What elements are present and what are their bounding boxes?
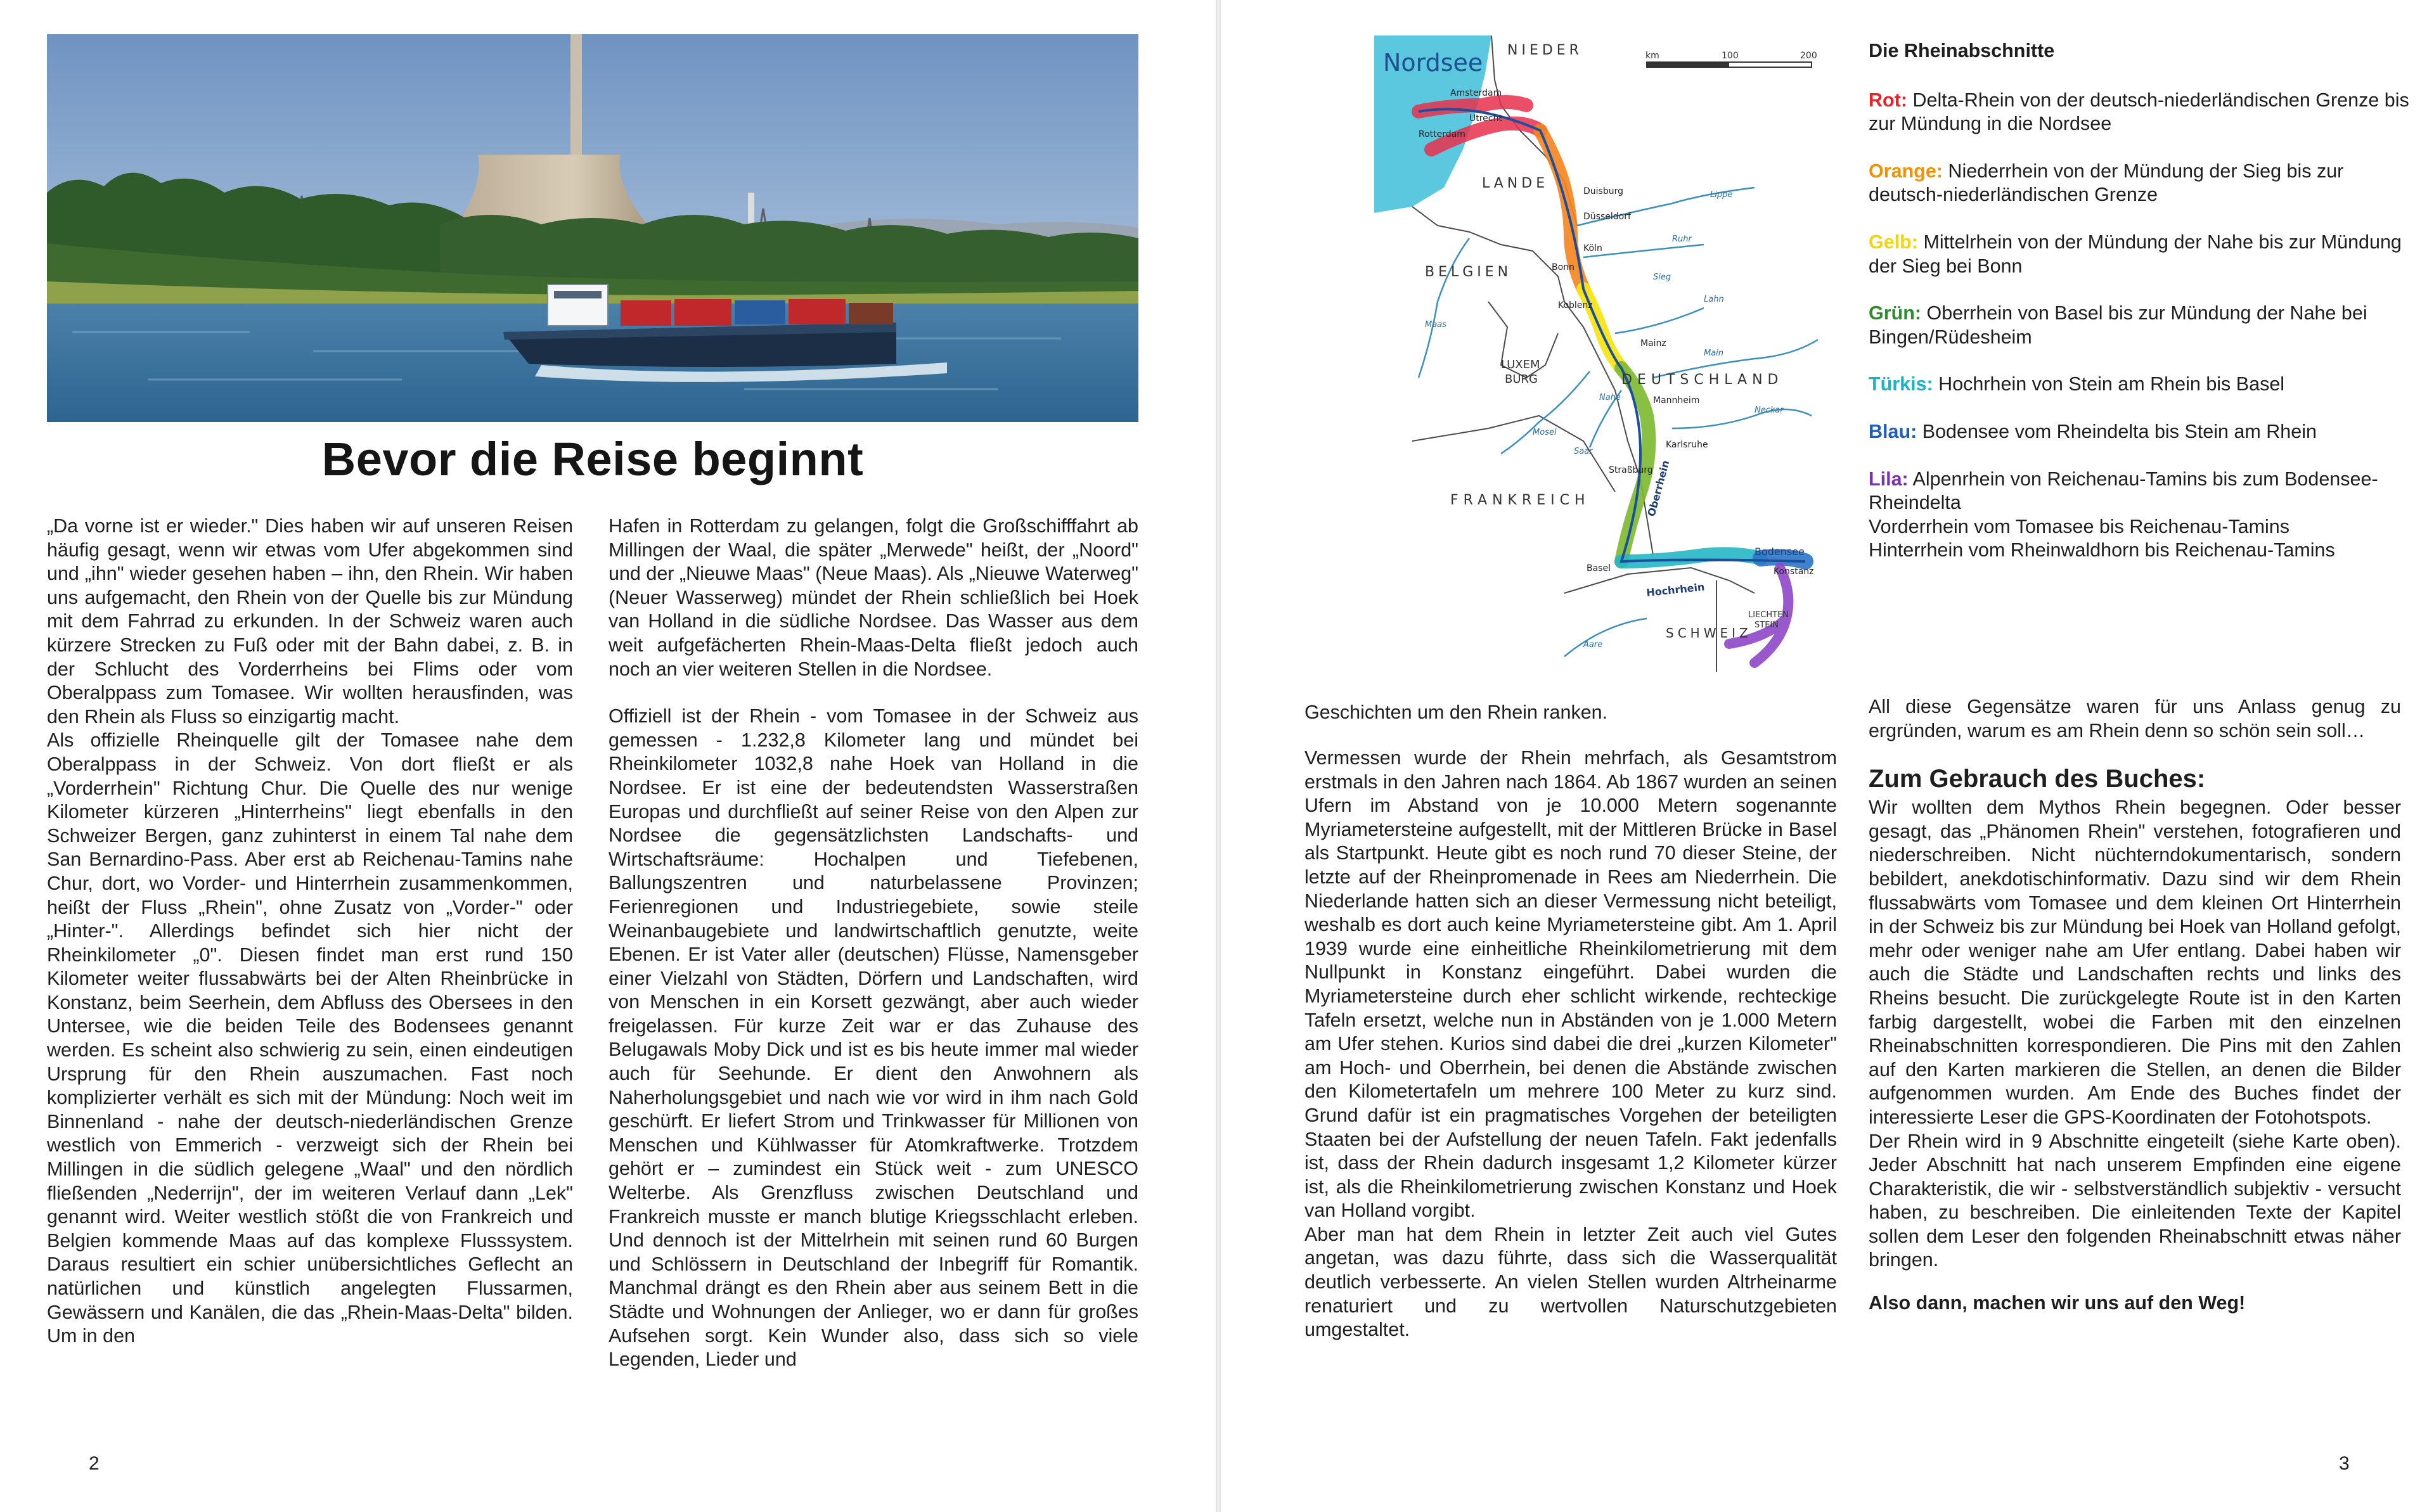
legend-text: Mittelrhein von der Mündung der Nahe bis zur Mündung der Sieg bei Bonn [1869,231,2402,277]
legend-title: Die Rheinabschnitte [1869,40,2055,61]
map-label-country: LIECHTEN [1748,610,1789,620]
map-label-section: Oberrhein [1645,459,1672,518]
legend-key: Lila: [1869,468,1909,490]
map-label-country: STEIN [1755,620,1779,630]
paragraph: „Da vorne ist er wieder." Dies haben wir auf unseren Reisen häufig gesagt, wenn wir etwas vom Ufer abgekommen sind und „ihn" wieder gesehen haben – ihn, den Rhein. Wir haben uns aufgemacht, den Rhein von der Quelle bis zur Mündung mit dem Fahrrad zu erkunden. In der Schweiz waren auch kürzere Strecken zu Fuß oder mit der Bahn dabei, z. B. in der Schlucht des Vorderrheins bei Flims oder vom Oberalppass zum Tomasee. Wir wollten herausfinden, was den Rhein als Fluss so einzigartig macht. [47,515,573,727]
scale-label: km [1645,51,1659,61]
page-heading: Bevor die Reise beginnt [321,433,864,485]
map-city: Rotterdam [1419,129,1465,139]
map-label-sea: Nordsee [1383,49,1483,77]
map-river: Lahn [1704,295,1724,304]
left-page [0,0,1216,1512]
closing-line: Also dann, machen wir uns auf den Weg! [1869,1292,2246,1314]
map-river: Ruhr [1672,234,1692,244]
legend-text: Alpenrhein von Reichenau-Tamins bis zum Bodensee-Rheindelta [1869,468,2378,514]
paragraph: Vermessen wurde der Rhein mehrfach, als Gesamtstrom erstmals in den Jahren nach 1864. Ab 1867 wurden an seinen Ufern im Abstand von je 10.000 Metern sogenannte Myriametersteine aufgestellt, mit der Mittleren Brücke in Basel als Startpunkt. Heute gibt es noch rund 70 dieser Steine, der letzte auf der Rheinpromenade in Rees am Niederrhein. Die Niederlande hatten sich an dieser Vermessung nicht beteiligt, weshalb es dort auch keine Myriametersteine gibt. Am 1. April 1939 wurde eine einheitliche Rheinkilometrierung mit dem Nullpunkt in Konstanz eingeführt. Dabei wurden die Myriametersteine durch eher schlicht wirkende, rechteckige Tafeln ersetzt, welche nun in Abständen von je 1.000 Metern am Ufer stehen. Kurios sind dabei die drei „kurzen Kilometer" am Hoch- und Oberrhein, bei denen die Abstände zwischen den Kilometertafeln um mehrere 100 Meter zu kurz sind. Grund dafür ist ein pragmatisches Vorgehen der beteiligten Staaten bei der Aufstellung der neuen Tafeln. Fakt jedenfalls ist, dass der Rhein dadurch insgesamt 1,2 Kilometer kürzer ist, als die Rheinkilometrierung zwischen Konstanz und Hoek van Holland vorgibt. [1304,747,1837,1222]
legend-entry-purple [1869,468,2414,515]
map-label-country: FRANKREICH [1450,492,1590,508]
map-label-section: Hochrhein [1645,580,1706,599]
paragraph: Aber man hat dem Rhein in letzter Zeit auch viel Gutes angetan, was dazu führte, dass sich die Wasserqualität deutlich verbesserte. An vielen Stellen wurden Altrheinarme renaturiert und zu wertvollen Naturschutzgebieten umgestaltet. [1304,1223,1837,1341]
paragraph: Hafen in Rotterdam zu gelangen, folgt die Großschifffahrt ab Millingen der Waal, die später „Merwede" heißt, der „Noord" und der „Nieuwe Maas" (Neue Maas). Als „Nieuwe Waterweg" (Neuer Wasserweg) mündet der Rhein schließlich bei Hoek van Holland in die südliche Nordsee. Das Wasser aus dem weit aufgefächerten Rhein-Maas-Delta fließt jedoch auch noch an vier weiteren Stellen in die Nordsee. [608,515,1138,680]
legend-extra-line: Hinterrhein vom Rheinwaldhorn bis Reichenau-Tamins [1869,539,2335,561]
page-number: 3 [2339,1453,2350,1474]
map-label-country: BURG [1505,373,1538,386]
legend-key: Grün: [1869,302,1922,324]
map-river: Lippe [1710,190,1733,200]
legend-text: Bodensee vom Rheindelta bis Stein am Rhein [1922,420,2317,442]
map-label-country: LANDE [1482,176,1549,191]
map-city: Köln [1583,243,1602,253]
map-river: Neckar [1755,406,1784,415]
legend-entry-red [1869,89,2414,136]
paragraph: Als offizielle Rheinquelle gilt der Tomasee nahe dem Oberalppass in der Schweiz. Von dort fließt er als „Vorderrhein" Richtung Chur. Die Quelle des nur wenige Kilometer kürzeren „Hinterrheins" liegt ebenfalls in den Schweizer Bergen, ganz zuhinterst in einem Tal nahe dem San Bernardino-Pass. Aber erst ab Reichenau-Tamins nahe Chur, dort, wo Vorder- und Hinterrhein zusammenkommen, heißt der Fluss „Rhein", ohne Zusatz von „Vorder-" oder „Hinter-". Allerdings befindet sich hier nicht der Rheinkilometer „0". Diesen findet man erst rund 150 Kilometer weiter flussabwärts bei der Alten Rheinbrücke in Konstanz, beim Seerhein, dem Abfluss des Obersees in den Untersee, wie die beiden Teile des Bodensees genannt werden. Es scheint also schwierig zu sein, einen eindeutigen Ursprung für den Rhein auszumachen. Fast noch komplizierter verhält es sich mit der Mündung: Noch weit im Binnenland - nahe der deutsch-niederländischen Grenze westlich von Emmerich - verzweigt sich der Rhein bei Millingen in die südlich gelegene „Waal" und den nördlich fließenden „Nederrijn", der im weiteren Verlauf dann „Lek" genannt wird. Weiter westlich stößt die von Frankreich und Belgien kommende Maas auf das komplexe Flusssystem. Daraus resultiert ein schier unübersichtliches Geflecht an natürlichen und künstlich angelegten Flussarmen, Gewässern und Kanälen, die das „Rhein-Maas-Delta" bilden. Um in den [47,729,573,1347]
rhine-cargo-ship-photo [47,34,1138,422]
text-column-1 [47,515,573,1349]
legend-key: Blau: [1869,420,1917,442]
map-river: Aare [1583,640,1603,650]
map-city: Utrecht [1469,113,1502,124]
map-river: Sieg [1653,272,1671,282]
map-river: Mosel [1533,428,1557,437]
map-label-country: LUXEM [1501,358,1540,371]
book-gutter [1216,0,1221,1512]
paragraph: Wir wollten dem Mythos Rhein begegnen. Oder besser gesagt, das „Phänomen Rhein" verstehen, fotografieren und niederschreiben. Nicht nüchterndokumentarisch, sondern bebildert, anekdotischinformativ. Dazu sind wir dem Rhein flussabwärts vom Tomasee und dem kleinen Ort Hinterrhein in der Schweiz bis zur Mündung bei Hoek van Holland gefolgt, mehr oder weniger nahe am Ufer entlang. Dabei haben wir auch die Städte und Landschaften rechts und links des Rheins besucht. Die zurückgelegte Route ist in den Karten farbig dargestellt, wobei die Farben mit den einzelnen Rheinabschnitten korrespondieren. Die Pins mit den Zahlen auf den Karten markieren die Stellen, an denen die Bilder aufgenommen wurden. Am Ende des Buches findet der interessierte Leser die GPS-Koordinaten der Fotohotspots. [1869,797,2401,1128]
map-city: Konstanz [1774,567,1814,577]
page-number: 2 [89,1453,100,1474]
legend-entry-blue [1869,420,2414,444]
legend-key: Türkis: [1869,373,1933,395]
rhine-sections-map [1374,35,1831,672]
map-city: Mainz [1640,338,1666,349]
legend-entry-orange [1869,160,2414,207]
text-column-2 [608,515,1138,1372]
legend-entry-turquoise [1869,373,2414,397]
paragraph: Der Rhein wird in 9 Abschnitte eingeteilt (siehe Karte oben). Jeder Abschnitt hat nach unserem Empfinden eine eigene Charakteristik, die wir - selbstverständlich subjektiv - versucht haben, zu beschreiben. Die einleitenden Texte der Kapitel sollen dem Leser den folgenden Rheinabschnitt etwas näher bringen. [1869,1130,2401,1271]
map-river: Main [1704,349,1724,358]
section-subheading: Zum Gebrauch des Buches: [1869,765,2206,793]
map-city: Karlsruhe [1666,440,1708,450]
text-column-3 [1304,746,1837,1342]
map-city: Koblenz [1558,300,1593,311]
map-city: Basel [1587,563,1611,573]
legend-text: Hochrhein von Stein am Rhein bis Basel [1938,373,2285,395]
map-label-country: BELGIEN [1425,264,1512,280]
map-label-lake: Bodensee [1755,546,1805,558]
map-caption-tail: Geschichten um den Rhein ranken. [1304,702,1608,723]
legend-entry-yellow [1869,231,2414,278]
scale-label: 100 [1722,51,1739,61]
map-city: Düsseldorf [1583,212,1631,222]
map-city: Duisburg [1583,186,1623,196]
paragraph: All diese Gegensätze waren für uns Anlass genug zu ergründen, warum es am Rhein denn so schön sein soll… [1869,696,2401,741]
map-city: Bonn [1552,262,1574,272]
legend-entry-green [1869,302,2414,349]
legend-key: Gelb: [1869,231,1918,253]
legend-text: Delta-Rhein von der deutsch-niederländischen Grenze bis zur Mündung in die Nordsee [1869,89,2409,135]
map-river: Saar [1574,447,1593,456]
map-city: Mannheim [1653,395,1700,406]
scale-label: 200 [1800,51,1817,61]
map-river: Maas [1425,320,1446,330]
map-label-country: NIEDER [1507,42,1583,58]
legend-text: Niederrhein von der Mündung der Sieg bis zur deutsch-niederländischen Grenze [1869,160,2344,206]
map-city: Straßburg [1609,465,1653,475]
rhine-sections-legend [1869,39,2414,563]
legend-text: Oberrhein von Basel bis zur Mündung der Nahe bei Bingen/Rüdesheim [1869,302,2367,348]
legend-extra-line: Vorderrhein vom Tomasee bis Reichenau-Tamins [1869,515,2289,537]
map-label-country: SCHWEIZ [1666,625,1752,641]
map-river: Nahe [1599,393,1621,402]
text-column-4 [1869,695,2401,1316]
legend-key: Rot: [1869,89,1907,111]
map-label-country: DEUTSCHLAND [1621,372,1784,388]
paragraph: Offiziell ist der Rhein - vom Tomasee in der Schweiz aus gemessen - 1.232,8 Kilometer lang und mündet bei Rheinkilometer 1032,8 nahe Hoek van Holland in die Nordsee. Er ist eine der bedeutendsten Wasserstraßen Europas und durchfließt auf seiner Reise von den Alpen zur Nordsee die gegensätzlichsten Landschafts- und Wirtschaftsräume: Hochalpen und Tiefebenen, Ballungszentren und naturbelassene Provinzen; Ferienregionen und Industriegebiete, sowie steile Weinanbaugebiete und landwirtschaftlich genutzte, weite Ebenen. Er ist Vater aller (deutschen) Flüsse, Namensgeber einer Vielzahl von Städten, Dörfern und Landschaften, wird von Menschen in ein Korsett gezwängt, aber auch wieder freigelassen. Für kurze Zeit war er das Zuhause des Belugawals Moby Dick und ist es bis heute immer mal wieder auch für Seehunde. Er dient den Anwohnern als Naherholungsgebiet und nach wie vor wird in ihm nach Gold geschürft. Er liefert Strom und Trinkwasser für Millionen von Menschen und Kühlwasser für Atomkraftwerke. Trotzdem gehört er – zumindest ein Stück weit - zum UNESCO Welterbe. Als Grenzfluss zwischen Deutschland und Frankreich musste er manch blutige Kriegsschlacht erleben. Und dennoch ist der Mittelrhein mit seinen rund 60 Burgen und Schlössern in Deutschland der Inbegriff für Romantik. Manchmal drängt es den Rhein aber aus seinem Bett in die Städte und Wohnungen der Anlieger, wo er dann für großes Aufsehen sorgt. Kein Wunder also, dass sich so viele Legenden, Lieder und [608,705,1138,1371]
legend-key: Orange: [1869,160,1943,182]
map-city: Amsterdam [1450,88,1502,98]
